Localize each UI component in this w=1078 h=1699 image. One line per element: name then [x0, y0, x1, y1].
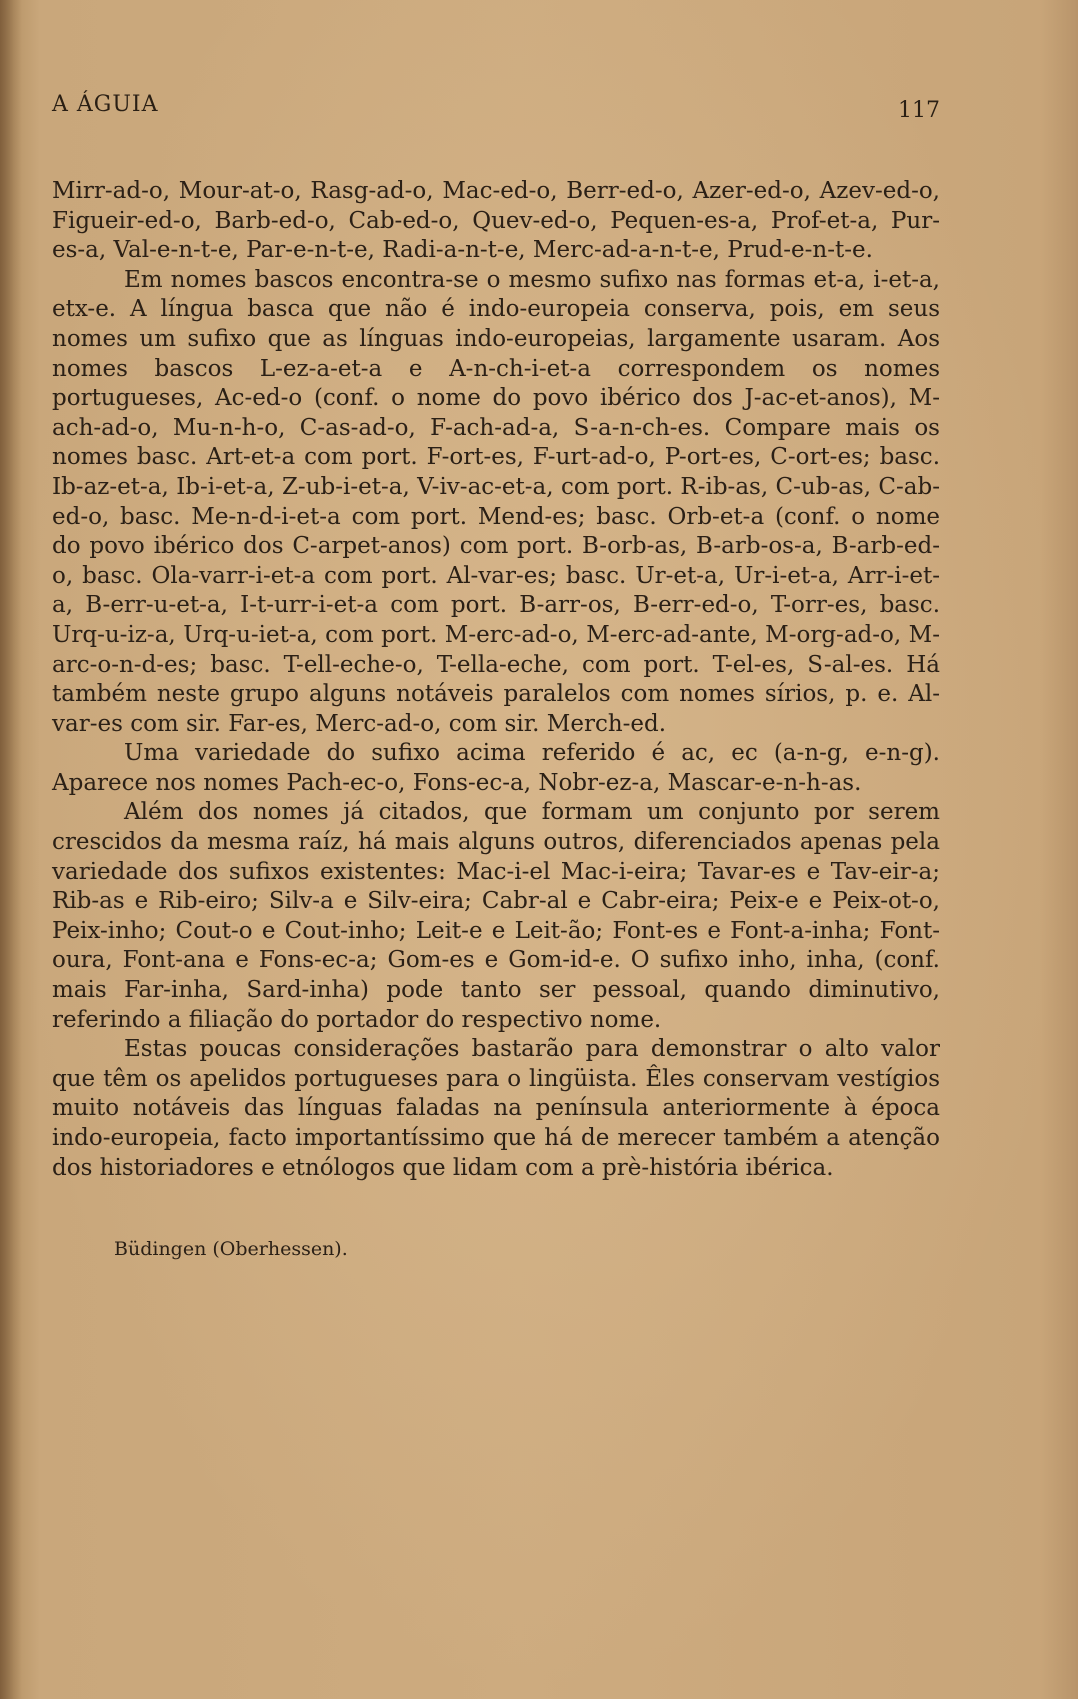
running-head [52, 92, 940, 132]
binding-shadow [0, 0, 22, 1699]
journal-title: A ÁGUIA [52, 92, 159, 117]
paragraph: Além dos nomes já citados, que formam um conjunto por serem crescidos da mesma raíz, há mais alguns outros, diferenciados apenas pela variedade dos sufixos existentes: Mac-i-el Mac-i-eira; Tavar-es e Tav-eir-a; Rib-as e Rib-eiro; Silv-a e Silv-eira; Cabr-al e Cabr-eira; Peix-e e Peix-ot-o, Peix-inho; Cout-o e Cout-inho; Leit-e e Leit-ão; Font-es e Font-a-inha; Font-oura, Font-ana e Fons-ec-a; Gom-es e Gom-id-e. O sufixo inho, inha, (conf. mais Far-inha, Sard-inha) pode tanto ser pessoal, quando diminutivo, referindo a filiação do portador do respectivo nome. [52, 799, 940, 1033]
paragraph: Estas poucas considerações bastarão para demonstrar o alto valor que têm os apelidos portugueses para o lingüista. Êles conservam vestígios muito notáveis das línguas faladas na península anteriormente à época indo-europeia, facto importantíssimo que há de merecer também a atenção dos historiadores e etnólogos que lidam com a prè-história ibérica. [52, 1036, 940, 1181]
page-number: 117 [898, 98, 940, 123]
paragraph: Mirr-ad-o, Mour-at-o, Rasg-ad-o, Mac-ed-o, Berr-ed-o, Azer-ed-o, Azev-ed-o, Figueir-ed-o, Barb-ed-o, Cab-ed-o, Quev-ed-o, Pequen-es-a, Prof-et-a, Pur-es-a, Val-e-n-t-e, Par-e-n-t-e, Radi-a-n-t-e, Merc-ad-a-n-t-e, Prud-e-n-t-e. [52, 178, 940, 264]
paragraph: Uma variedade do sufixo acima referido é ac, ec (a-n-g, e-n-g). Aparece nos nomes Pach-ec-o, Fons-ec-a, Nobr-ez-a, Mascar-e-n-h-as. [52, 740, 940, 796]
signature-place: Büdingen (Oberhessen). [114, 1238, 348, 1260]
paragraph: Em nomes bascos encontra-se o mesmo sufixo nas formas et-a, i-et-a, etx-e. A língua basca que não é indo-europeia conserva, pois, em seus nomes um sufixo que as línguas indo-europeias, largamente usaram. Aos nomes bascos L-ez-a-et-a e A-n-ch-i-et-a correspondem os nomes portugueses, Ac-ed-o (conf. o nome do povo ibérico dos J-ac-et-anos), M-ach-ad-o, Mu-n-h-o, C-as-ad-o, F-ach-ad-a, S-a-n-ch-es. Compare mais os nomes basc. Art-et-a com port. F-ort-es, F-urt-ad-o, P-ort-es, C-ort-es; basc. Ib-az-et-a, Ib-i-et-a, Z-ub-i-et-a, V-iv-ac-et-a, com port. R-ib-as, C-ub-as, C-ab-ed-o, basc. Me-n-d-i-et-a com port. Mend-es; basc. Orb-et-a (conf. o nome do povo ibérico dos C-arpet-anos) com port. B-orb-as, B-arb-os-a, B-arb-ed-o, basc. Ola-varr-i-et-a com port. Al-var-es; basc. Ur-et-a, Ur-i-et-a, Arr-i-et-a, B-err-u-et-a, I-t-urr-i-et-a com port. B-arr-os, B-err-ed-o, T-orr-es, basc. Urq-u-iz-a, Urq-u-iet-a, com port. M-erc-ad-o, M-erc-ad-ante, M-org-ad-o, M-arc-o-n-d-es; basc. T-ell-eche-o, T-ella-eche, com port. T-el-es, S-al-es. Há também neste grupo alguns notáveis paralelos com nomes sírios, p. e. Al-var-es com sir. Far-es, Merc-ad-o, com sir. Merch-ed. [52, 266, 940, 737]
body-text [52, 177, 940, 1183]
